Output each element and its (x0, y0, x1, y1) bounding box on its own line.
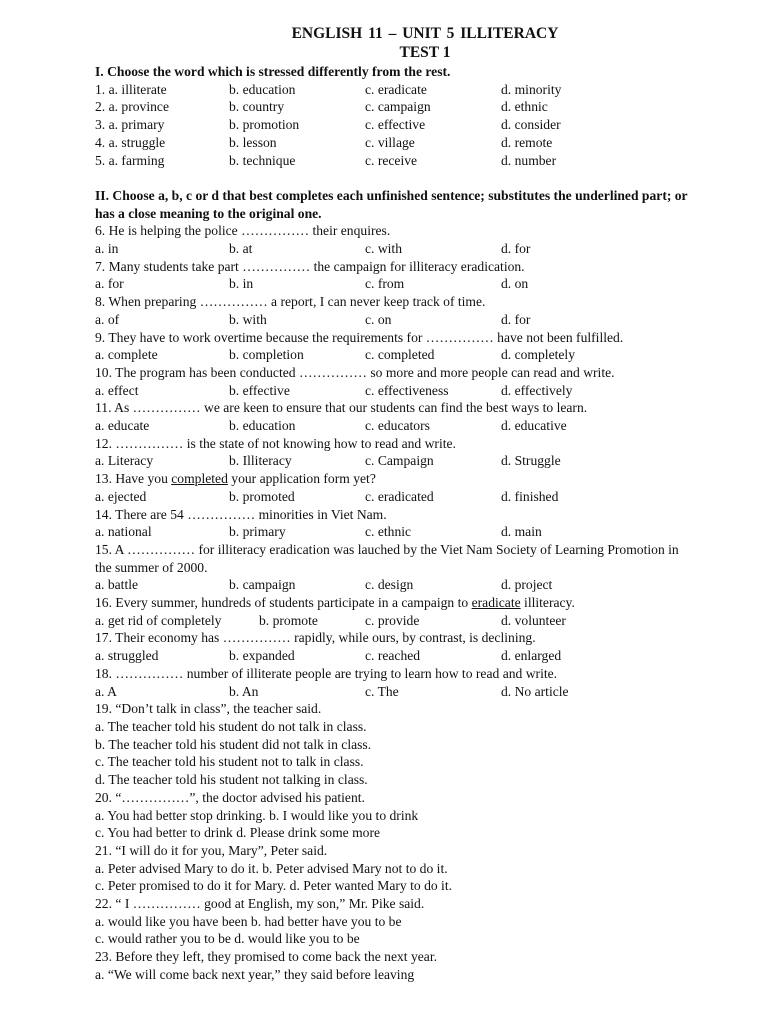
option-b: b. lesson (229, 134, 277, 150)
question-11: 11. As …………… we are keen to ensure that our students can find the best ways to learn. (95, 400, 588, 416)
option-b: b. education (229, 418, 296, 434)
question-19: 19. “Don’t talk in class”, the teacher said. (95, 701, 322, 717)
option-c: c. The teacher told his student not to talk in class. (95, 754, 364, 770)
option-a: 2. a. province (95, 99, 169, 115)
option-a: 3. a. primary (95, 117, 165, 133)
option-d: d. educative (501, 418, 567, 434)
option-a: a. A (95, 683, 117, 699)
option-b: b. with (229, 311, 267, 327)
options-a-b: a. would like you have been b. had better have you to be (95, 913, 402, 929)
option-a: a. battle (95, 577, 139, 593)
question-17: 17. Their economy has …………… rapidly, while ours, by contrast, is declining. (95, 630, 536, 646)
option-b: b. promoted (229, 488, 295, 504)
q9-options (95, 346, 755, 364)
option-b: b. expanded (229, 648, 295, 664)
option-d: d. The teacher told his student not talking in class. (95, 772, 368, 788)
option-c: c. design (365, 577, 414, 593)
s1-row-1 (95, 81, 755, 99)
worksheet-page (95, 24, 755, 984)
option-a: 1. a. illiterate (95, 81, 167, 97)
option-c: c. on (365, 311, 392, 327)
option-b: b. The teacher told his student did not talk in class. (95, 736, 372, 752)
option-b: b. promotion (229, 117, 300, 133)
question-9: 9. They have to work overtime because the requirements for …………… have not been fulfilled. (95, 329, 624, 345)
option-a: a. get rid of completely (95, 612, 222, 628)
option-c: c. The (365, 683, 399, 699)
option-c: c. provide (365, 612, 420, 628)
option-c: c. ethnic (365, 524, 412, 540)
underlined-word: eradicate (471, 595, 521, 611)
option-c: c. completed (365, 347, 435, 363)
option-a: a. ejected (95, 488, 147, 504)
option-d: d. consider (501, 117, 561, 133)
test-title: TEST 1 (399, 44, 451, 61)
option-c: c. receive (365, 152, 418, 168)
option-d: d. ethnic (501, 99, 548, 115)
question-20: 20. “……………”, the doctor advised his patient. (95, 789, 365, 805)
question-13 (95, 470, 755, 488)
question-text: 16. Every summer, hundreds of students participate in a campaign to (95, 595, 472, 611)
option-b: b. Illiteracy (229, 453, 292, 469)
s1-row-4 (95, 134, 755, 152)
q15-options (95, 576, 755, 594)
question-10: 10. The program has been conducted …………… so more and more people can read and write. (95, 364, 615, 380)
option-b: b. effective (229, 382, 290, 398)
question-6: 6. He is helping the police …………… their enquires. (95, 223, 391, 239)
question-22: 22. “ I …………… good at English, my son,” Mr. Pike said. (95, 896, 425, 912)
q8-options (95, 311, 755, 329)
option-d: d. finished (501, 488, 559, 504)
q18-options (95, 683, 755, 701)
option-a: a. educate (95, 418, 150, 434)
question-15-line1: 15. A …………… for illiteracy eradication was lauched by the Viet Nam Society of Learning Promotion in (95, 541, 679, 557)
option-c: c. Campaign (365, 453, 434, 469)
q17-options (95, 647, 755, 665)
q16-options (95, 612, 755, 630)
q11-options (95, 417, 755, 435)
option-d: d. for (501, 241, 531, 257)
options-a-b: a. You had better stop drinking. b. I would like you to drink (95, 807, 419, 823)
s1-row-3 (95, 116, 755, 134)
option-d: d. project (501, 577, 553, 593)
option-b: b. education (229, 81, 296, 97)
option-c: c. village (365, 134, 415, 150)
option-d: d. for (501, 311, 531, 327)
option-c: c. effective (365, 117, 426, 133)
question-text: illiteracy. (520, 595, 575, 611)
options-a-b: a. Peter advised Mary to do it. b. Peter advised Mary not to do it. (95, 860, 448, 876)
option-d: d. effectively (501, 382, 573, 398)
option-d: d. completely (501, 347, 575, 363)
option-a: a. in (95, 241, 119, 257)
question-7: 7. Many students take part …………… the campaign for illiteracy eradication. (95, 258, 525, 274)
question-21: 21. “I will do it for you, Mary”, Peter said. (95, 842, 328, 858)
option-d: d. Struggle (501, 453, 561, 469)
option-a: a. for (95, 276, 124, 292)
option-c: c. campaign (365, 99, 431, 115)
question-12: 12. …………… is the state of not knowing how to read and write. (95, 435, 456, 451)
option-a: a. “We will come back next year,” they said before leaving (95, 966, 415, 982)
option-d: d. remote (501, 134, 553, 150)
question-16 (95, 594, 755, 612)
q7-options (95, 275, 755, 293)
option-a: 4. a. struggle (95, 134, 166, 150)
option-c: c. from (365, 276, 405, 292)
option-d: d. number (501, 152, 557, 168)
s1-row-5 (95, 152, 755, 170)
section2-heading-line2: has a close meaning to the original one. (95, 205, 322, 221)
option-b: b. An (229, 683, 259, 699)
option-c: c. reached (365, 648, 421, 664)
option-a: a. The teacher told his student do not talk in class. (95, 719, 367, 734)
question-18: 18. …………… number of illiterate people are trying to learn how to read and write. (95, 665, 558, 681)
question-23: 23. Before they left, they promised to come back the next year. (95, 949, 437, 965)
option-b: b. in (229, 276, 254, 292)
option-a: a. of (95, 311, 120, 327)
option-a: a. national (95, 524, 152, 540)
section1-heading: I. Choose the word which is stressed differently from the rest. (95, 64, 451, 79)
question-15-line2: the summer of 2000. (95, 559, 208, 575)
option-a: a. Literacy (95, 453, 154, 469)
q6-options (95, 240, 755, 258)
options-c-d: c. would rather you to be d. would like you to be (95, 931, 360, 947)
option-b: b. country (229, 99, 285, 115)
option-d: d. volunteer (501, 612, 566, 628)
s1-row-2 (95, 98, 755, 116)
option-d: d. minority (501, 81, 562, 97)
question-8: 8. When preparing …………… a report, I can never keep track of time. (95, 294, 486, 310)
page-title: ENGLISH 11 – UNIT 5 ILLITERACY (291, 25, 559, 42)
option-d: d. No article (501, 683, 569, 699)
option-b: b. completion (229, 347, 304, 363)
option-d: d. on (501, 276, 529, 292)
underlined-word: completed (171, 471, 228, 487)
options-c-d: c. Peter promised to do it for Mary. d. Peter wanted Mary to do it. (95, 878, 453, 894)
option-d: d. enlarged (501, 648, 562, 664)
option-c: c. eradicate (365, 81, 427, 97)
option-b: b. promote (259, 612, 318, 628)
option-b: b. at (229, 241, 253, 257)
option-c: c. with (365, 241, 402, 257)
q12-options (95, 452, 755, 470)
option-a: a. struggled (95, 648, 159, 664)
option-d: d. main (501, 524, 542, 540)
option-c: c. effectiveness (365, 382, 449, 398)
option-b: b. campaign (229, 577, 296, 593)
question-text: 13. Have you (95, 471, 172, 487)
option-b: b. technique (229, 152, 296, 168)
options-c-d: c. You had better to drink d. Please drink some more (95, 825, 381, 841)
option-a: a. effect (95, 382, 139, 398)
option-a: a. complete (95, 347, 158, 363)
question-text: your application form yet? (227, 471, 376, 487)
option-c: c. eradicated (365, 488, 434, 504)
q13-options (95, 488, 755, 506)
q10-options (95, 382, 755, 400)
section2-heading-line1: II. Choose a, b, c or d that best completes each unfinished sentence; substitutes the underlined part; or (95, 187, 688, 203)
section-gap (95, 169, 755, 187)
q14-options (95, 523, 755, 541)
question-14: 14. There are 54 …………… minorities in Viet Nam. (95, 506, 387, 522)
option-a: 5. a. farming (95, 152, 165, 168)
option-c: c. educators (365, 418, 430, 434)
option-b: b. primary (229, 524, 286, 540)
